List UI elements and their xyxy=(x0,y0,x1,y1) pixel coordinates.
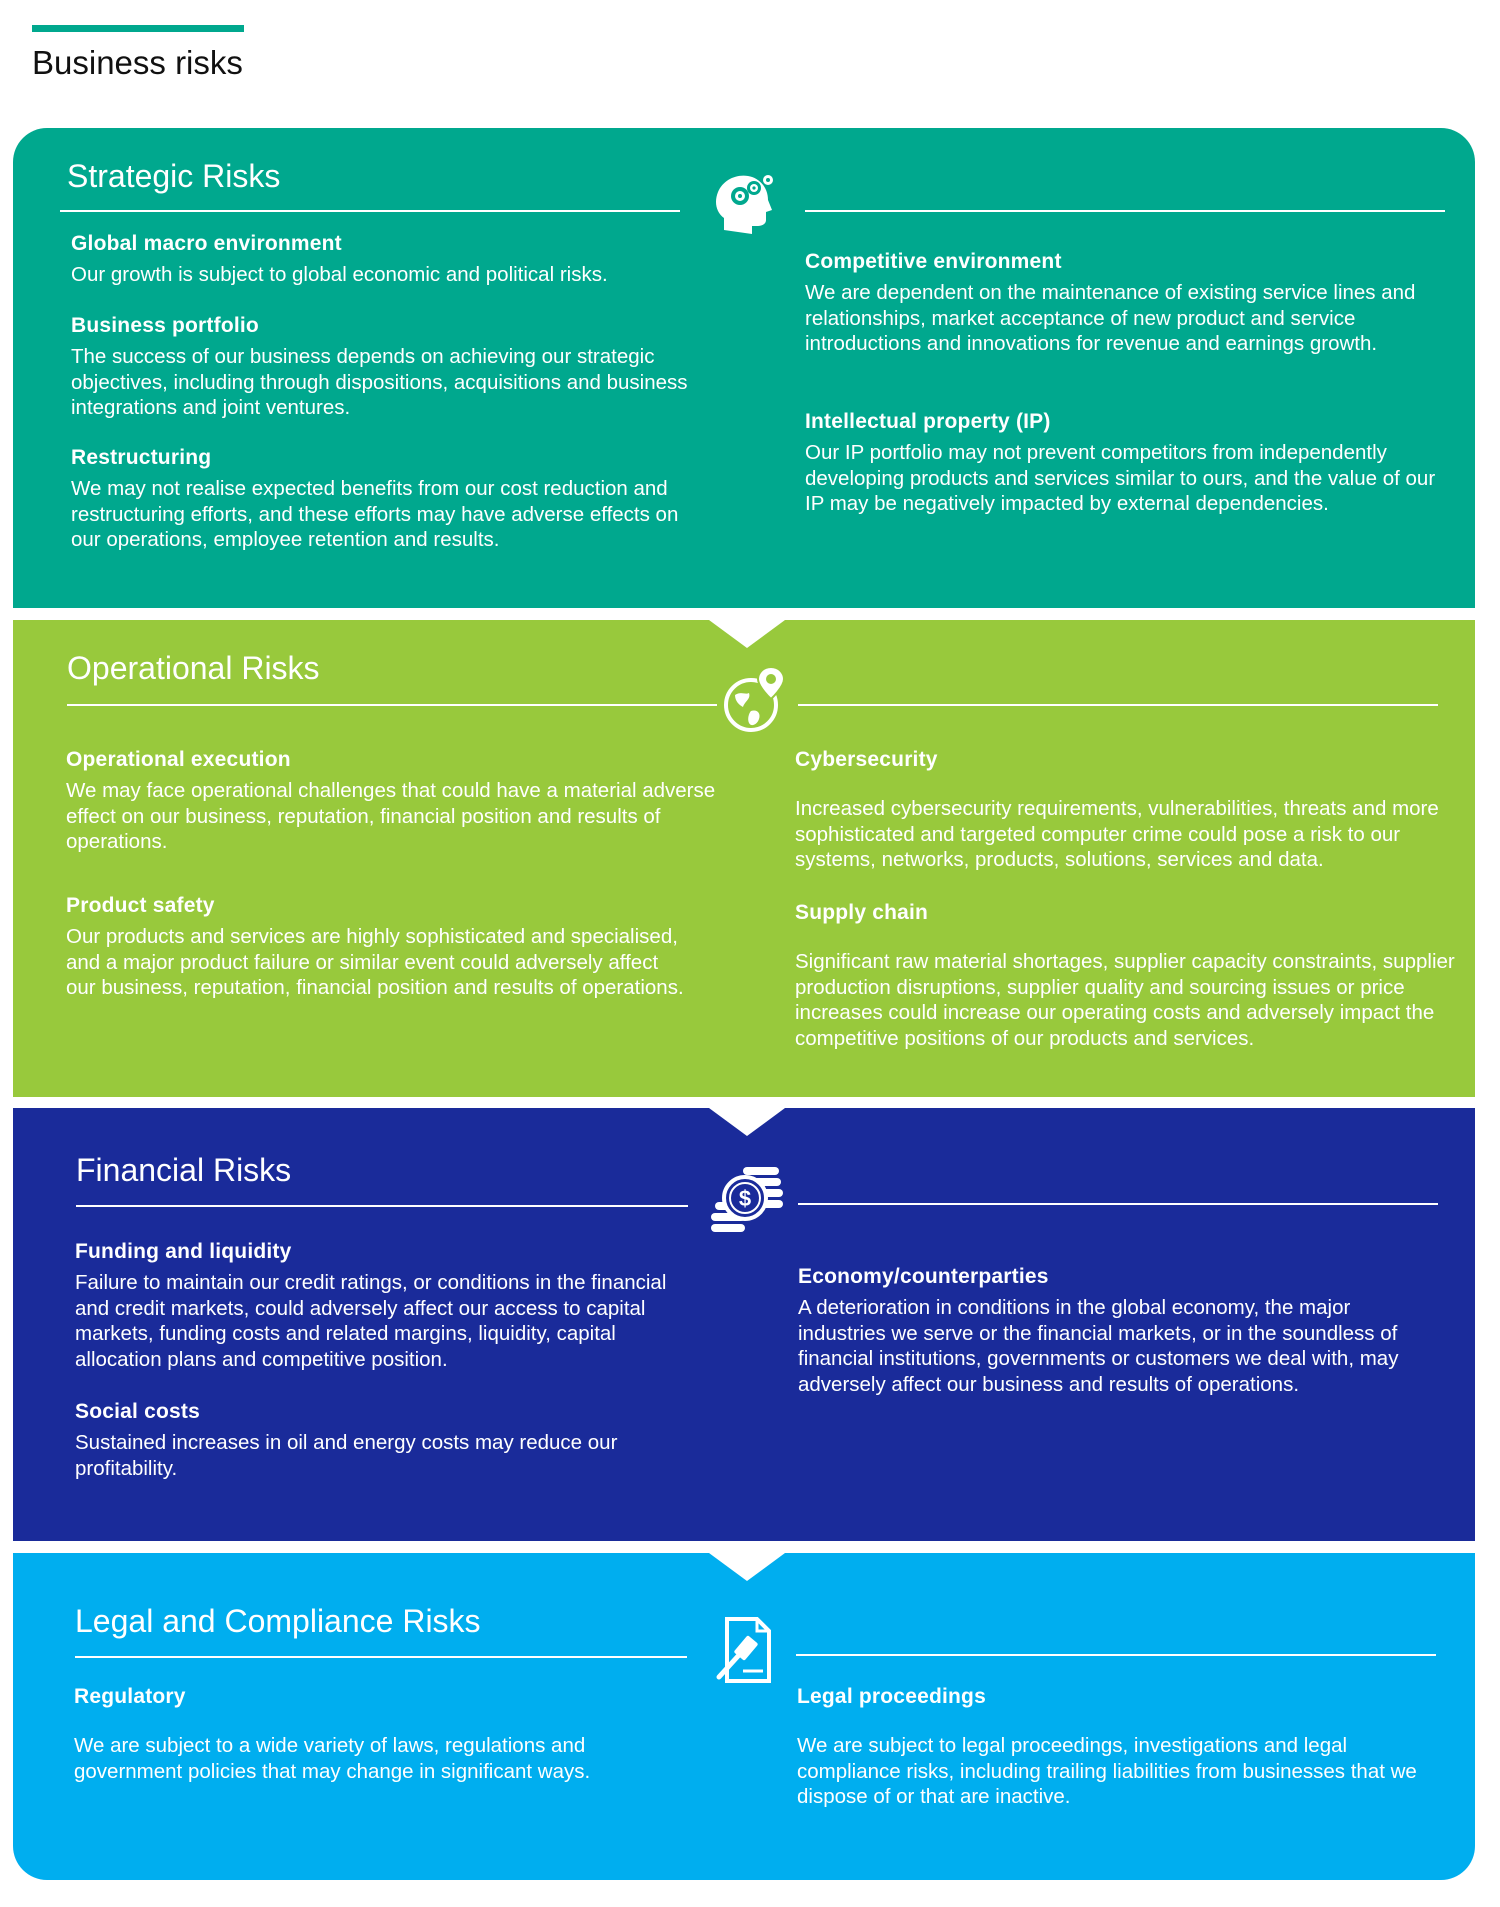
risk-item-title: Intellectual property (IP) xyxy=(805,410,1051,433)
legal-rule-right xyxy=(796,1654,1436,1656)
risk-item-text: Sustained increases in oil and energy costs may reduce our profitability. xyxy=(75,1431,618,1480)
risk-item xyxy=(71,232,711,288)
risk-item-title: Competitive environment xyxy=(805,250,1062,273)
risk-item xyxy=(66,748,716,855)
risk-item-title: Economy/counterparties xyxy=(798,1265,1049,1288)
strategic-rule-right xyxy=(805,210,1445,212)
financial-risks-panel xyxy=(13,1108,1475,1541)
risk-item xyxy=(71,314,711,421)
coins-dollar-icon xyxy=(709,1163,785,1239)
risk-item-title: Business portfolio xyxy=(71,314,259,337)
flow-arrow-notch xyxy=(709,1553,785,1581)
financial-rule-right xyxy=(798,1203,1438,1205)
operational-rule-left xyxy=(67,704,717,706)
risk-item xyxy=(795,901,1455,1051)
legal-compliance-risks-panel xyxy=(13,1553,1475,1880)
risk-item-title: Product safety xyxy=(66,894,215,917)
risk-item xyxy=(797,1685,1437,1810)
risk-item-title: Legal proceedings xyxy=(797,1685,986,1708)
risk-item xyxy=(75,1240,705,1372)
risk-item xyxy=(71,446,681,553)
document-gavel-icon xyxy=(713,1617,775,1685)
risk-item-text: Increased cybersecurity requirements, vulnerabilities, threats and more sophisticated and targeted computer crime could pose a risk to our systems, networks, products, solutions, services and data. xyxy=(795,797,1439,871)
risk-item-text: We are dependent on the maintenance of existing service lines and relationships, market acceptance of new product and service introductions and innovations for revenue and earnings growth. xyxy=(805,281,1416,355)
risk-item-title: Global macro environment xyxy=(71,232,342,255)
risk-item-text: We may face operational challenges that could have a material adverse effect on our business, reputation, financial position and results of operations. xyxy=(66,779,716,853)
risk-item-title: Funding and liquidity xyxy=(75,1240,292,1263)
risk-item-text: The success of our business depends on achieving our strategic objectives, including through dispositions, acquisitions and business integrations and joint ventures. xyxy=(71,345,688,419)
svg-text:$: $ xyxy=(738,1186,752,1211)
header-accent-bar xyxy=(32,25,244,32)
risk-item-title: Regulatory xyxy=(74,1685,186,1708)
legal-compliance-risks-title: Legal and Compliance Risks xyxy=(75,1603,481,1639)
risk-item-text: A deterioration in conditions in the global economy, the major industries we serve or the financial markets, or in the soundless of financial institutions, governments or customers we deal with, may adversely affect our business and results of operations. xyxy=(798,1296,1399,1396)
operational-risks-title: Operational Risks xyxy=(67,650,320,686)
risk-item-title: Restructuring xyxy=(71,446,212,469)
operational-rule-right xyxy=(798,704,1438,706)
risk-item-title: Operational execution xyxy=(66,748,291,771)
risk-item xyxy=(66,894,691,1001)
strategic-rule-left xyxy=(60,210,680,212)
globe-location-icon xyxy=(721,665,791,735)
risk-item-text: Our IP portfolio may not prevent competitors from independently developing products and services similar to ours, and the value of our IP may be negatively impacted by external dependencies. xyxy=(805,441,1436,515)
risk-item-text: Failure to maintain our credit ratings, or conditions in the financial and credit markets, could adversely affect our access to capital markets, funding costs and related margins, liquidity, capital allocation plans and competitive position. xyxy=(75,1271,667,1371)
risk-item-text: We are subject to legal proceedings, investigations and legal compliance risks, including trailing liabilities from businesses that we dispose of or that are inactive. xyxy=(797,1734,1417,1808)
financial-risks-title: Financial Risks xyxy=(76,1152,292,1188)
risk-item-text: We may not realise expected benefits from our cost reduction and restructuring efforts, and these efforts may have adverse effects on our operations, employee retention and results. xyxy=(71,477,679,551)
head-gears-icon xyxy=(710,168,780,238)
risk-item-title: Social costs xyxy=(75,1400,200,1423)
risk-item-text: We are subject to a wide variety of laws, regulations and government policies that may change in significant ways. xyxy=(74,1734,591,1783)
page-title: Business risks xyxy=(32,44,243,81)
risk-item-text: Our products and services are highly sophisticated and specialised, and a major product failure or similar event could adversely affect our business, reputation, financial position and results of operations. xyxy=(66,925,684,999)
risk-item xyxy=(798,1265,1433,1397)
risk-item-title: Supply chain xyxy=(795,901,929,924)
risk-item xyxy=(795,748,1445,873)
flow-arrow-notch xyxy=(709,1108,785,1136)
risk-item-text: Our growth is subject to global economic and political risks. xyxy=(71,263,608,286)
financial-rule-left xyxy=(76,1205,688,1207)
risk-item-title: Cybersecurity xyxy=(795,748,938,771)
operational-risks-panel xyxy=(13,620,1475,1097)
risk-item xyxy=(74,1685,694,1784)
legal-rule-left xyxy=(75,1656,687,1658)
risk-item-text: Significant raw material shortages, supplier capacity constraints, supplier production disruptions, supplier quality and sourcing issues or price increases could increase our operating costs and adversely impact the competitive positions of our products and services. xyxy=(795,950,1455,1050)
risk-item xyxy=(75,1400,685,1481)
risk-item xyxy=(805,250,1435,357)
strategic-risks-panel xyxy=(13,128,1475,608)
strategic-risks-title: Strategic Risks xyxy=(67,158,281,194)
flow-arrow-notch xyxy=(709,620,785,648)
risk-item xyxy=(805,410,1445,517)
